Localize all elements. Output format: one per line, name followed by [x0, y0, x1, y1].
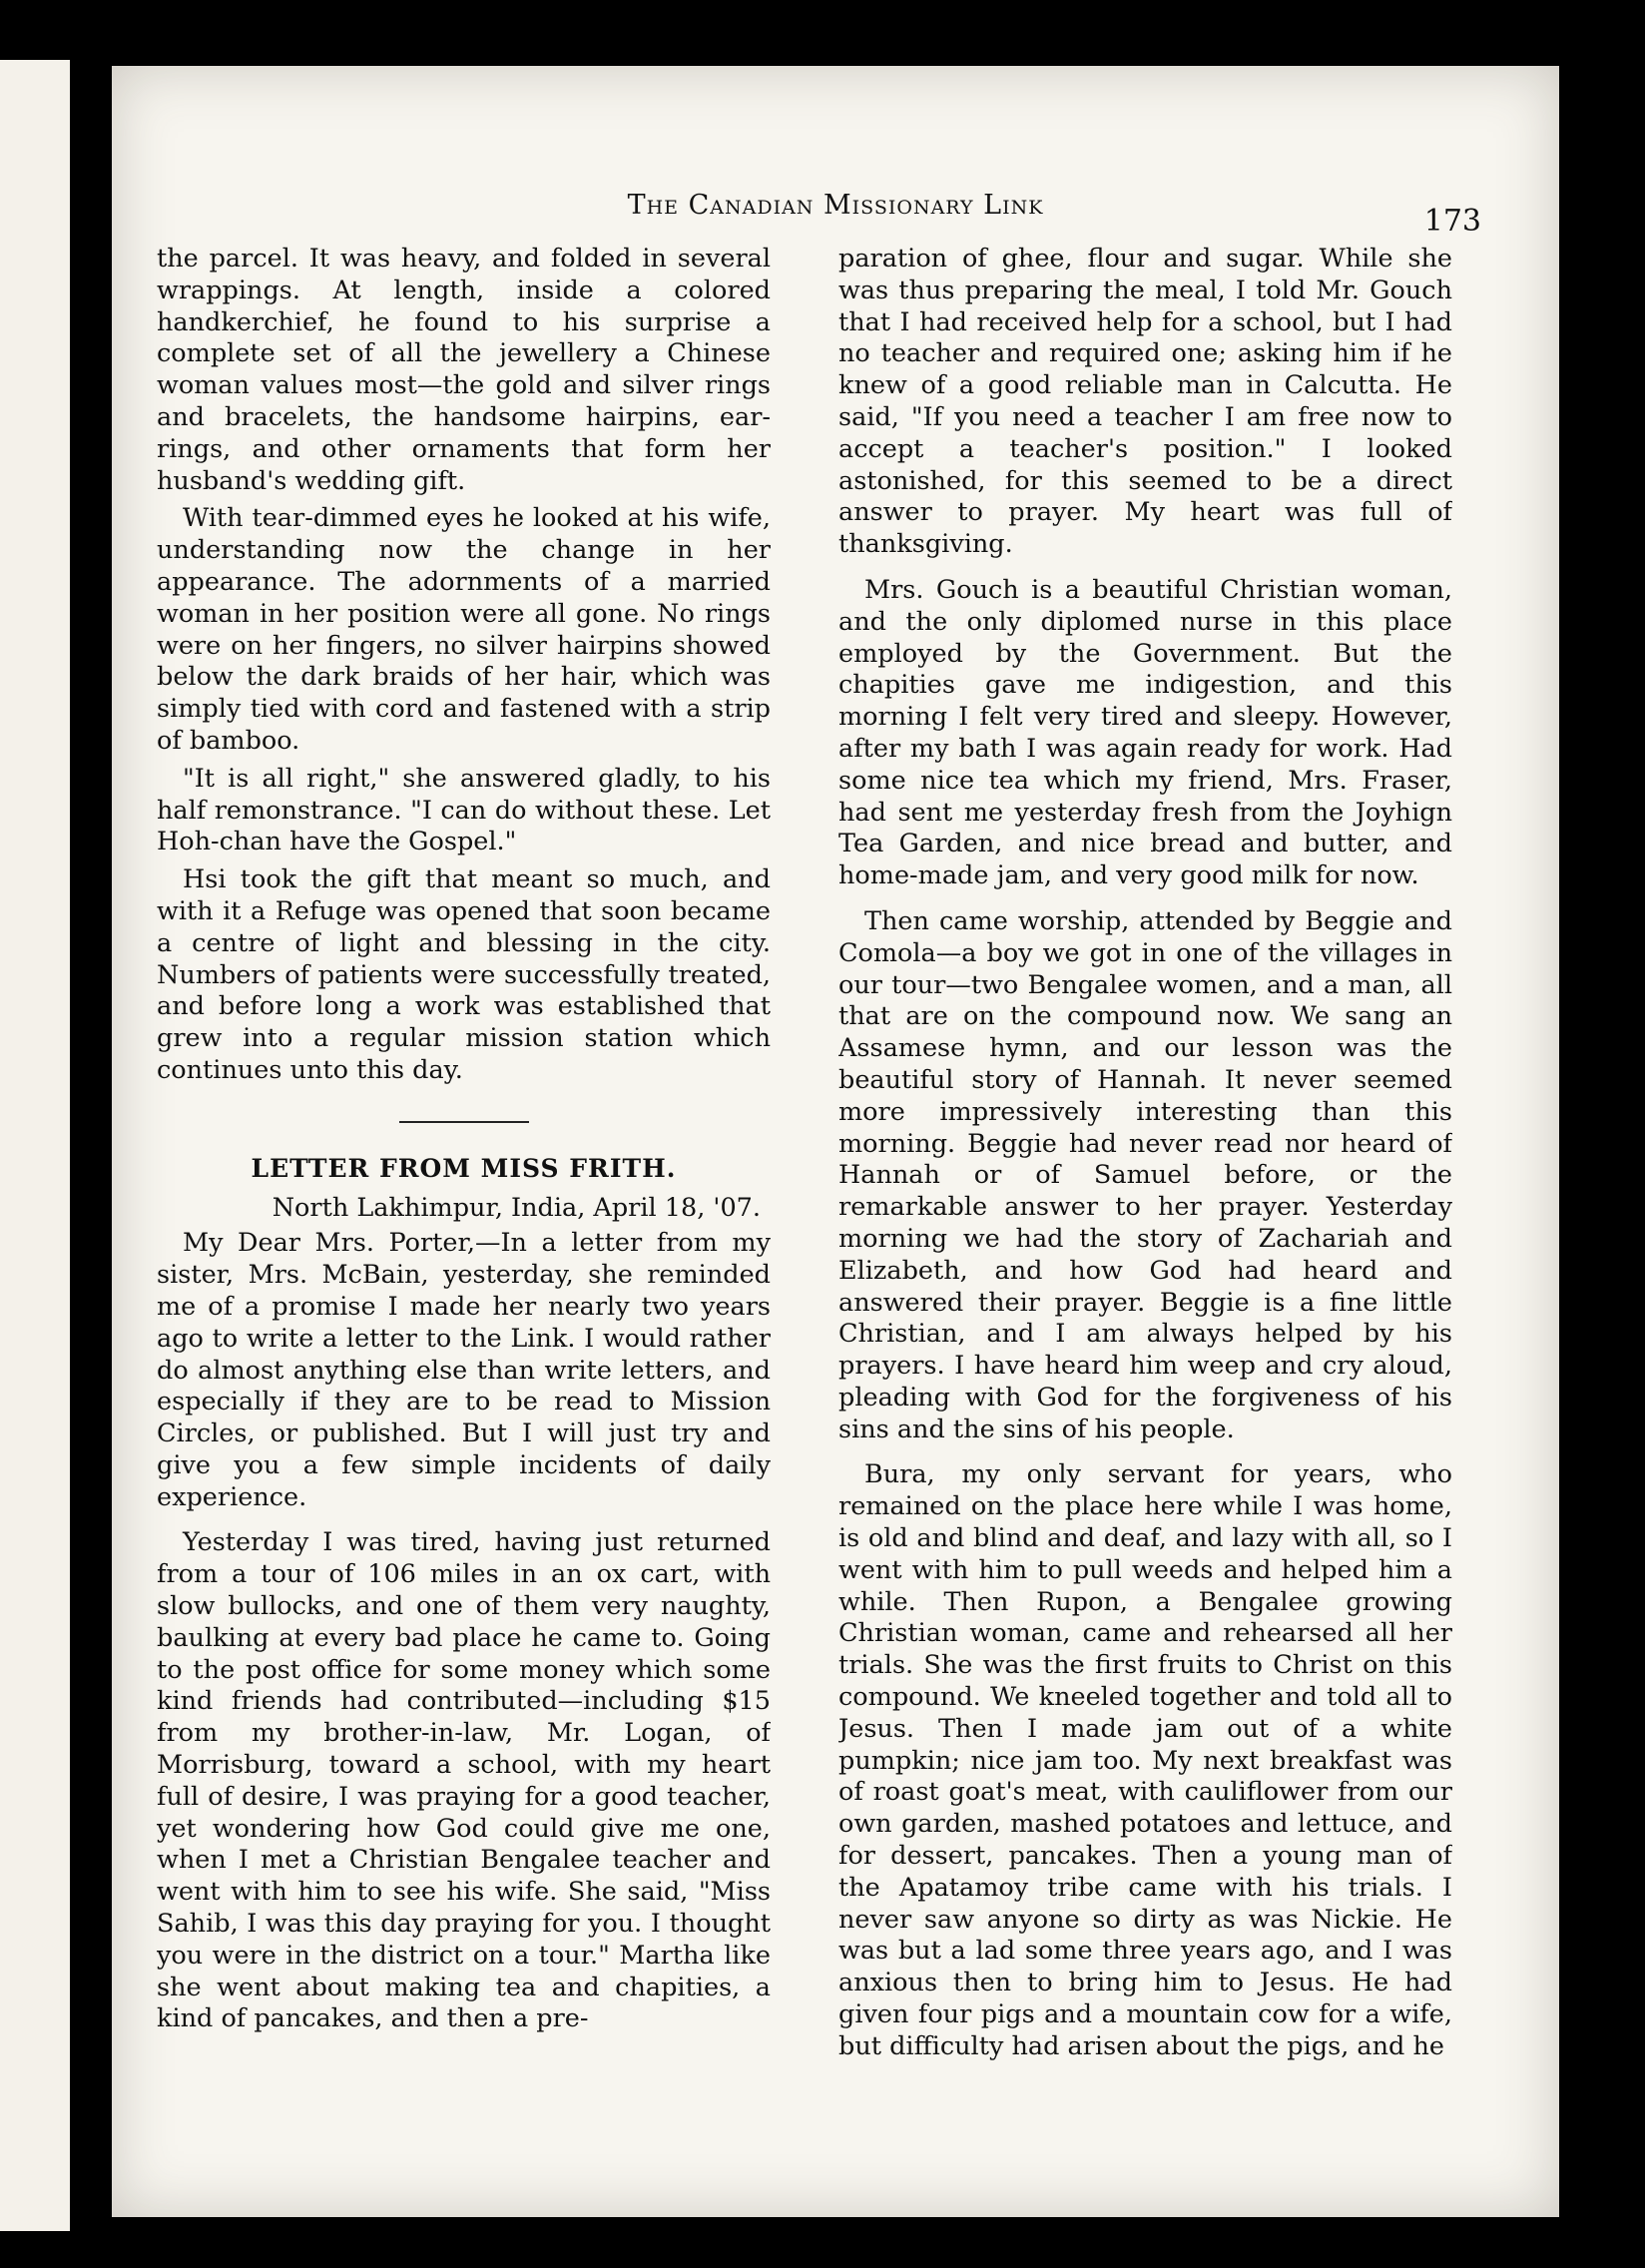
book-page [112, 66, 1559, 2217]
paragraph: Mrs. Gouch is a beautiful Christian woman, and the only diplomed nurse in this place employed by the Government. But the chapities gave me indigestion, and this morning I felt very tired and sleepy. However, after my bath I was again ready for work. Had some nice tea which my friend, Mrs. Fraser, had sent me yesterday fresh from the Joyhign Tea Garden, and nice bread and butter, and home-made jam, and very good milk for now. [838, 574, 1452, 891]
page-number: 173 [1423, 204, 1481, 239]
right-column [838, 244, 1452, 2120]
facing-page-edge [0, 60, 70, 2231]
left-column [157, 244, 771, 2120]
paragraph: Hsi took the gift that meant so much, and with it a Refuge was opened that soon became a centre of light and blessing in the city. Numbers of patients were successfully treated, and before long a work was established that grew into a regular mission station which continues unto this day. [157, 864, 771, 1085]
paragraph: paration of ghee, flour and sugar. While she was thus preparing the meal, I told Mr. Gouch that I had received help for a school, but I had no teacher and required one; asking him if he knew of a good reliable man in Calcutta. He said, "If you need a teacher I am free now to accept a teacher's position." I looked astonished, for this seemed to be a direct answer to prayer. My heart was full of thanksgiving. [838, 244, 1452, 560]
paragraph: Then came worship, attended by Beggie and Comola—a boy we got in one of the villages in our tour—two Bengalee women, and a man, all that are on the compound now. We sang an Assamese hymn, and our lesson was the beautiful story of Hannah. It never seemed more impressively interesting than this morning. Beggie had never read nor heard of Hannah or of Samuel before, or the remarkable answer to her prayer. Yesterday morning we had the story of Zachariah and Elizabeth, and how God had heard and answered their prayer. Beggie is a fine little Christian, and I am always helped by his prayers. I have heard him weep and cry aloud, pleading with God for the forgiveness of his sins and the sins of his people. [838, 905, 1452, 1444]
letter-heading: LETTER FROM MISS FRITH. [251, 1153, 677, 1183]
paragraph: Yesterday I was tired, having just returned from a tour of 106 miles in an ox cart, with slow bullocks, and one of them very naughty, baulking at every bad place he came to. Going to the post office for some money which some kind friends had contributed—including $15 from my brother-in-law, Mr. Logan, of Morrisburg, toward a school, with my heart full of desire, I was praying for a good teacher, yet wondering how God could give me one, when I met a Christian Bengalee teacher and went with him to see his wife. She said, "Miss Sahib, I was this day praying for you. I thought you were in the district on a tour." Martha like she went about making tea and chapities, a kind of pancakes, and then a pre- [157, 1527, 771, 2034]
paragraph: My Dear Mrs. Porter,—In a letter from my sister, Mrs. McBain, yesterday, she reminded me of a promise I made her nearly two years ago to write a letter to the Link. I would rather do almost anything else than write letters, and especially if they are to be read to Mission Circles, or published. But I will just try and give you a few simple incidents of daily experience. [157, 1228, 771, 1512]
section-divider [399, 1121, 529, 1123]
paragraph: the parcel. It was heavy, and folded in several wrappings. At length, inside a colored handkerchief, he found to his surprise a complete set of all the jewellery a Chinese woman values most—the gold and silver rings and bracelets, the handsome hairpins, ear-rings, and other ornaments that form her husband's wedding gift. [157, 244, 771, 496]
running-head: The Canadian Missionary Link [627, 190, 1044, 221]
paragraph: "It is all right," she answered gladly, to his half remonstrance. "I can do without these. Let Hoh-chan have the Gospel." [157, 763, 771, 857]
paragraph: With tear-dimmed eyes he looked at his wife, understanding now the change in her appearance. The adornments of a married woman in her position were all gone. No rings were on her fingers, no silver hairpins showed below the dark braids of her hair, which was simply tied with cord and fastened with a strip of bamboo. [157, 503, 771, 756]
paragraph: Bura, my only servant for years, who remained on the place here while I was home, is old and blind and deaf, and lazy with all, so I went with him to pull weeds and helped him a while. Then Rupon, a Bengalee growing Christian woman, came and rehearsed all her trials. She was the first fruits to Christ on this compound. We kneeled together and told all to Jesus. Then I made jam out of a white pumpkin; nice jam too. My next breakfast was of roast goat's meat, with cauliflower from our own garden, mashed potatoes and lettuce, and for dessert, pancakes. Then a young man of the Apatamoy tribe came with his trials. I never saw anyone so dirty as was Nickie. He was but a lad some three years ago, and I was anxious then to bring him to Jesus. He had given four pigs and a mountain cow for a wife, but difficulty had arisen about the pigs, and he [838, 1459, 1452, 2061]
letter-dateline: North Lakhimpur, India, April 18, '07. [272, 1192, 761, 1223]
